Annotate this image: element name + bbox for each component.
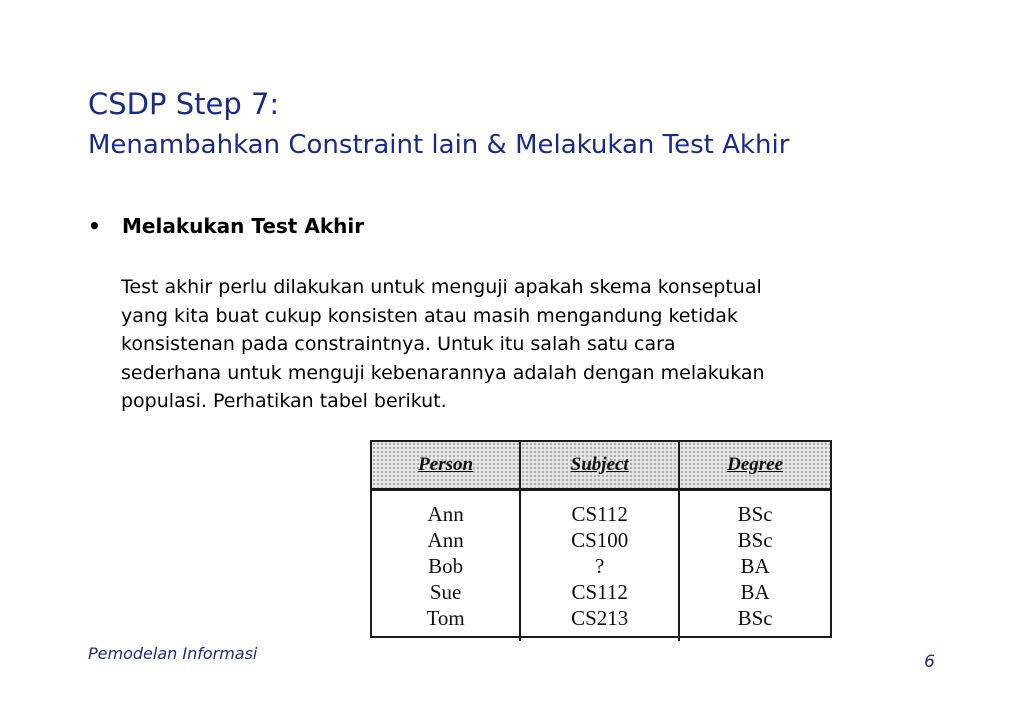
cell-subject: CS100	[520, 527, 679, 553]
bullet-icon: •	[88, 214, 101, 238]
slide-subtitle: Menambahkan Constraint lain & Melakukan Test Akhir	[88, 130, 790, 160]
cell-person: Ann	[427, 528, 464, 552]
cell-subject: ?	[520, 553, 679, 579]
cell-degree: BSc	[679, 490, 830, 528]
bullet-heading-row	[88, 211, 364, 241]
column-header-degree: Degree	[679, 442, 830, 490]
cell-person: Sue	[429, 580, 462, 604]
cell-subject: CS213	[520, 605, 679, 641]
column-header-subject: Subject	[520, 442, 679, 490]
population-table-image	[370, 440, 832, 638]
paragraph-line: konsistenan pada constraintnya. Untuk itu salah satu cara	[121, 333, 676, 355]
table-row	[372, 527, 830, 553]
paragraph-line: Test akhir perlu dilakukan untuk menguji apakah skema konseptual	[121, 276, 762, 298]
page-number: 6	[924, 652, 935, 672]
column-header-person: Person	[372, 442, 520, 490]
table-row	[372, 579, 830, 605]
table-header-row	[372, 442, 830, 490]
table-row	[372, 490, 830, 528]
paragraph-line: yang kita buat cukup konsisten atau masih mengandung ketidak	[121, 304, 738, 327]
table-row	[372, 605, 830, 641]
footer-course-name: Pemodelan Informasi	[88, 644, 258, 663]
paragraph-line: sederhana untuk menguji kebenarannya adalah dengan melakukan	[121, 361, 765, 384]
bullet-heading: Melakukan Test Akhir	[122, 214, 365, 238]
cell-person: Bob	[428, 554, 464, 578]
cell-person: Tom	[426, 606, 465, 630]
paragraph-line: populasi. Perhatikan tabel berikut.	[121, 390, 447, 412]
cell-subject: CS112	[520, 579, 679, 605]
cell-degree: BA	[679, 553, 830, 579]
body-paragraph	[121, 273, 951, 416]
cell-subject: CS112	[520, 490, 679, 528]
cell-degree: BSc	[679, 527, 830, 553]
cell-degree: BSc	[679, 605, 830, 641]
table-row	[372, 553, 830, 579]
slide-title: CSDP Step 7:	[88, 87, 280, 121]
cell-person: Ann	[427, 502, 464, 526]
population-table	[372, 442, 830, 641]
cell-degree: BA	[679, 579, 830, 605]
